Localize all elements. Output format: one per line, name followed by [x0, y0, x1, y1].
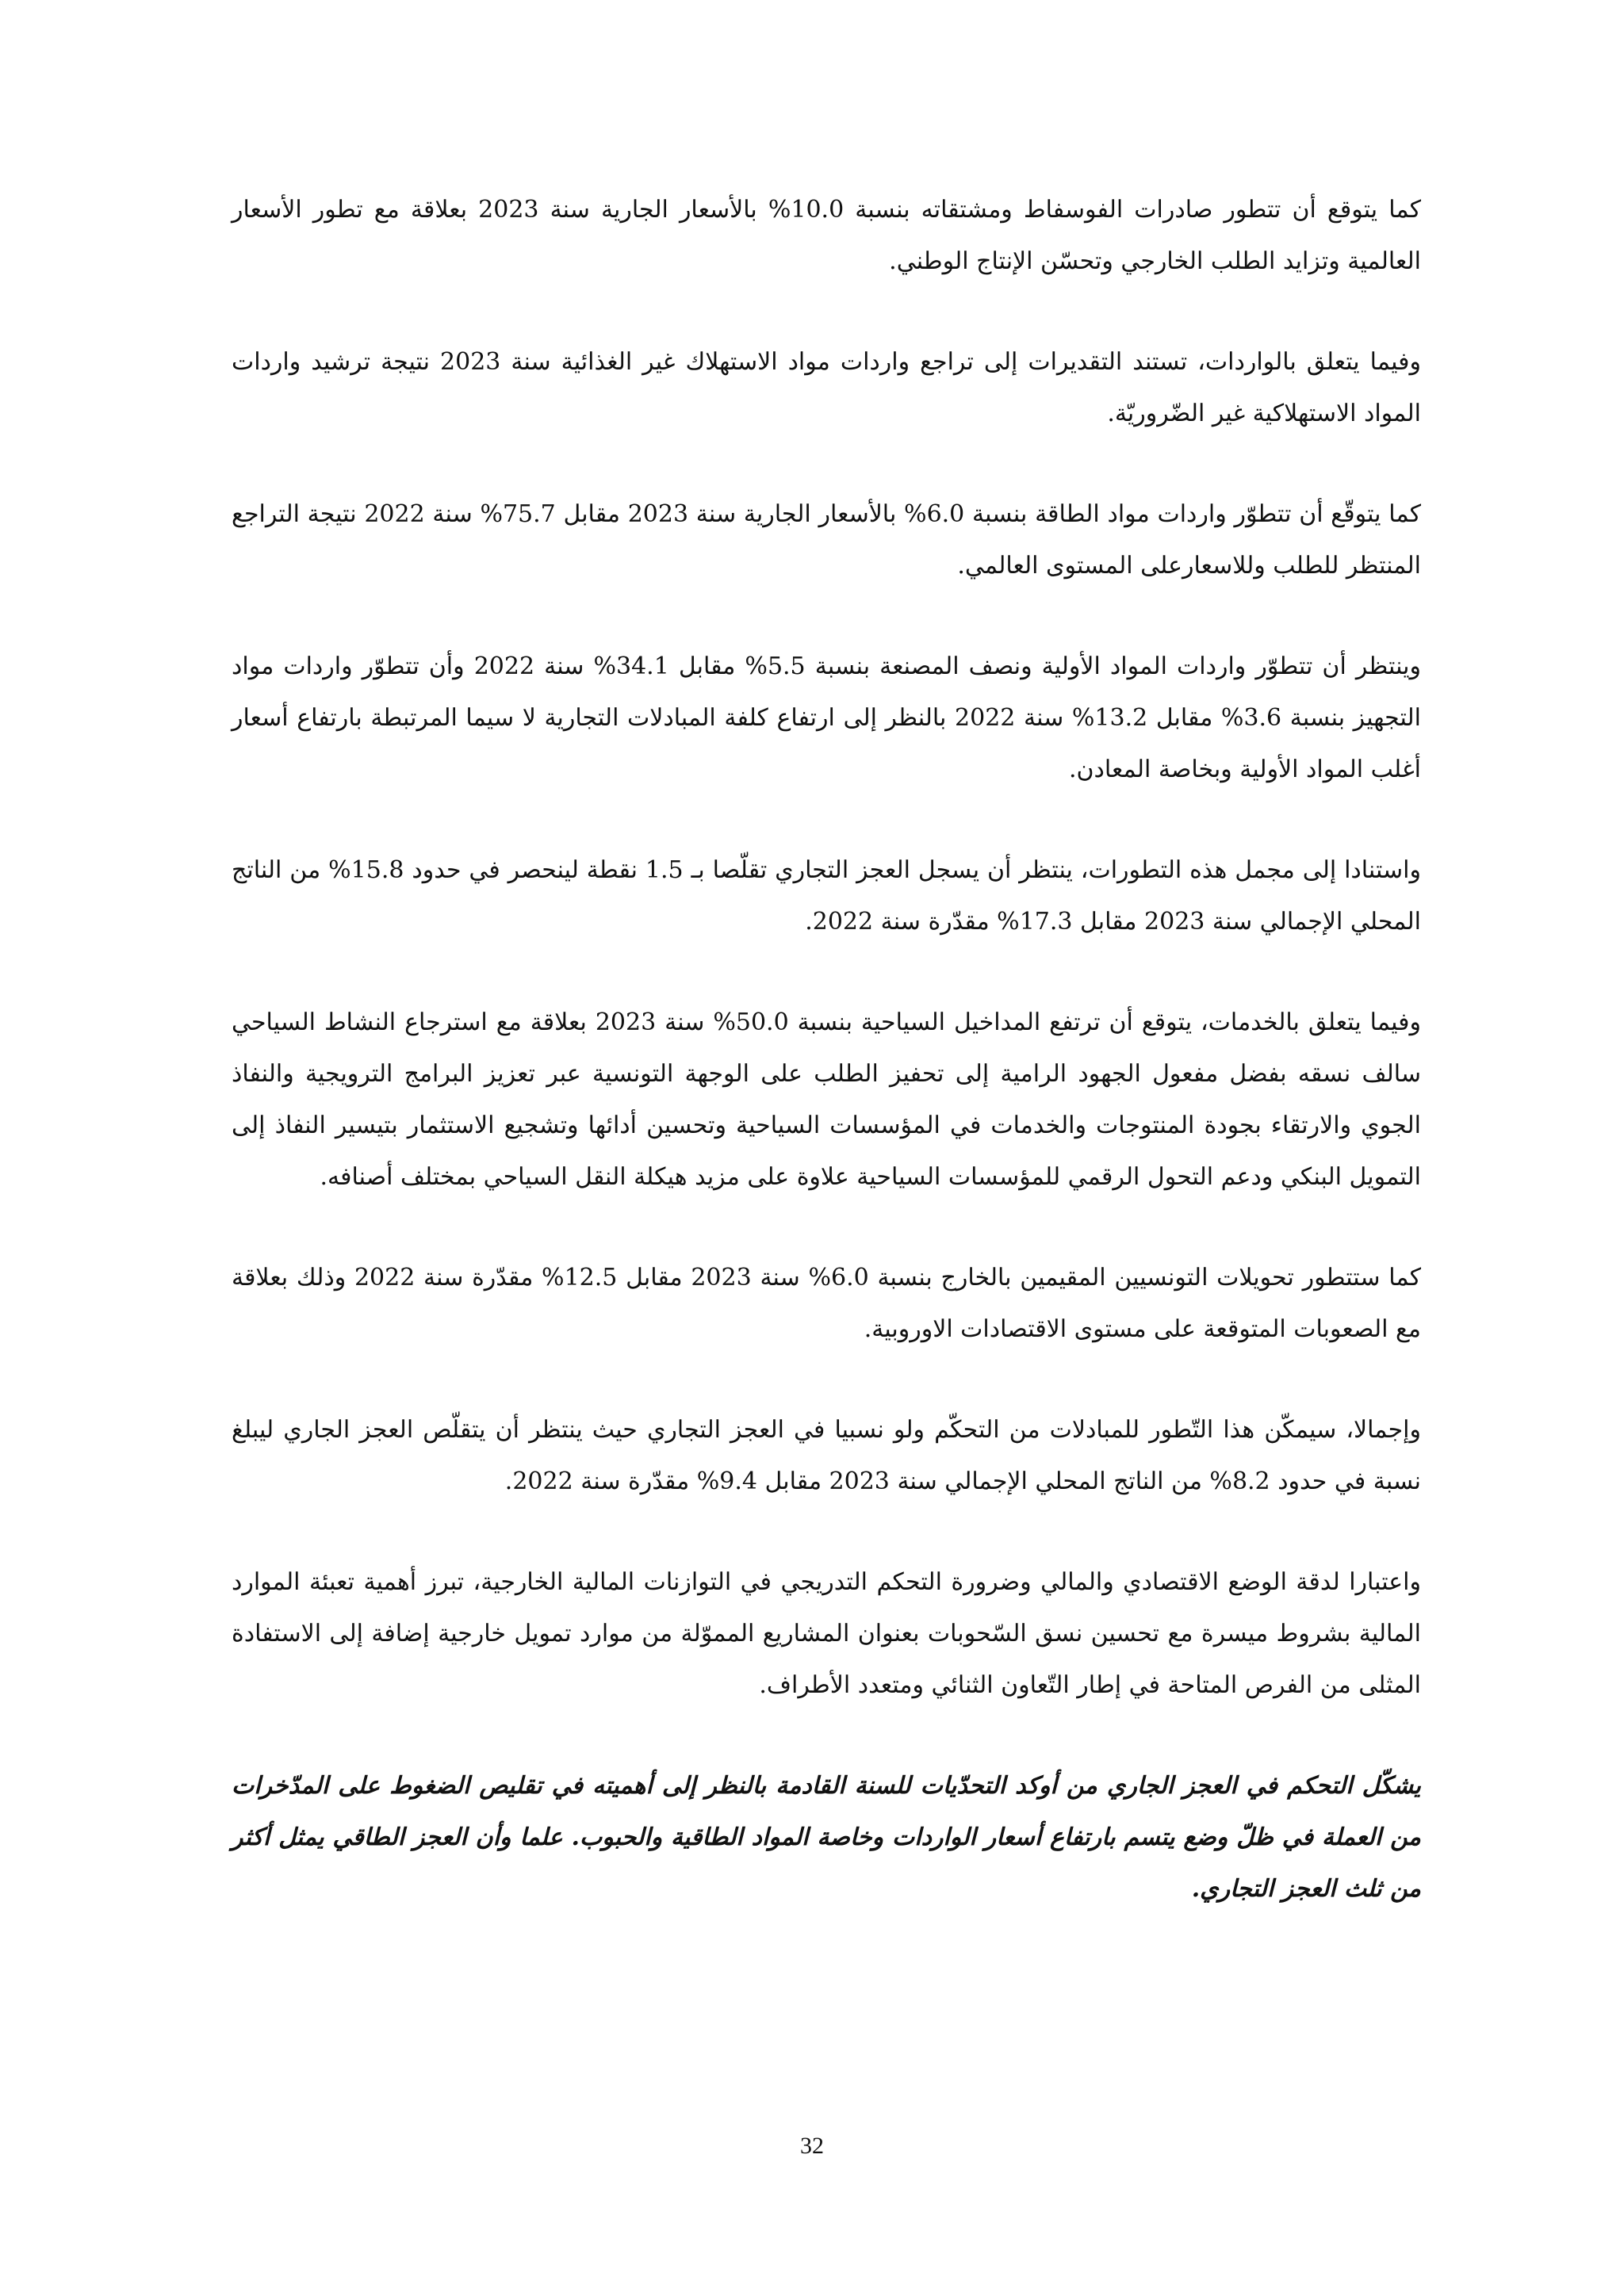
paragraph-financial-resources: واعتبارا لدقة الوضع الاقتصادي والمالي وضرورة التحكم التدريجي في التوازنات المالية الخارجية، تبرز أهمية تعبئة الموارد المالية بشروط ميسرة مع تحسين نسق السّحوبات بعنوان المشاريع المموّلة من موارد تمويل خارجية إضافة إلى الاستفادة المثلى من الفرص المتاحة في إطار التّعاون الثنائي ومتعدد الأطراف.	[232, 1568, 1421, 1699]
paragraph-remittances: كما ستتطور تحويلات التونسيين المقيمين بالخارج بنسبة 6.0% سنة 2023 مقابل 12.5% مقدّرة سنة 2022 وذلك بعلاقة مع الصعوبات المتوقعة على مستوى الاقتصادات الاوروبية.	[232, 1264, 1421, 1343]
paragraph-trade-deficit: واستنادا إلى مجمل هذه التطورات، ينتظر أن يسجل العجز التجاري تقلّصا بـ 1.5 نقطة لينحصر في حدود 15.8% من الناتج المحلي الإجمالي سنة 2023 مقابل 17.3% مقدّرة سنة 2022.	[232, 856, 1422, 936]
paragraph-emphasis-conclusion: يشكّل التحكم في العجز الجاري من أوكد التحدّيات للسنة القادمة بالنظر إلى أهميته في تقليص الضغوط على المدّخرات من العملة في ظلّ وضع يتسم بارتفاع أسعار الواردات وخاصة المواد الطاقية والحبوب. علما وأن العجز الطاقي يمثل أكثر من ثلث العجز التجاري.	[232, 1772, 1421, 1903]
paragraph-tourism-services: وفيما يتعلق بالخدمات، يتوقع أن ترتفع المداخيل السياحية بنسبة 50.0% سنة 2023 بعلاقة مع استرجاع النشاط السياحي سالف نسقه بفضل مفعول الجهود الرامية إلى تحفيز الطلب على الوجهة التونسية عبر تعزيز البرامج الترويجية والنفاذ الجوي والارتقاء بجودة المنتوجات والخدمات في المؤسسات السياحية وتحسين أدائها وتشجيع الاستثمار بتيسير النفاذ إلى التمويل البنكي ودعم التحول الرقمي للمؤسسات السياحية علاوة على مزيد هيكلة النقل السياحي بمختلف أصنافه.	[232, 1008, 1421, 1191]
paragraph-phosphate-exports: كما يتوقع أن تتطور صادرات الفوسفاط ومشتقاته بنسبة 10.0% بالأسعار الجارية سنة 2023 بعلاقة مع تطور الأسعار العالمية وتزايد الطلب الخارجي وتحسّن الإنتاج الوطني.	[232, 196, 1421, 275]
paragraph-energy-imports: كما يتوقّع أن تتطوّر واردات مواد الطاقة بنسبة 6.0% بالأسعار الجارية سنة 2023 مقابل 75.7% سنة 2022 نتيجة التراجع المنتظر للطلب وللاسعارعلى المستوى العالمي.	[232, 500, 1422, 580]
paragraph-current-deficit: وإجمالا، سيمكّن هذا التّطور للمبادلات من التحكّم ولو نسبيا في العجز التجاري حيث ينتظر أن يتقلّص العجز الجاري ليبلغ نسبة في حدود 8.2% من الناتج المحلي الإجمالي سنة 2023 مقابل 9.4% مقدّرة سنة 2022.	[232, 1416, 1421, 1495]
paragraph-raw-materials-imports: وينتظر أن تتطوّر واردات المواد الأولية ونصف المصنعة بنسبة 5.5% مقابل 34.1% سنة 2022 وأن تتطوّر واردات مواد التجهيز بنسبة 3.6% مقابل 13.2% سنة 2022 بالنظر إلى ارتفاع كلفة المبادلات التجارية لا سيما المرتبطة بارتفاع أسعار أغلب المواد الأولية وبخاصة المعادن.	[232, 652, 1421, 783]
paragraph-consumer-imports: وفيما يتعلق بالواردات، تستند التقديرات إلى تراجع واردات مواد الاستهلاك غير الغذائية سنة 2023 نتيجة ترشيد واردات المواد الاستهلاكية غير الضّروريّة.	[232, 348, 1421, 427]
document-body	[232, 184, 1421, 1964]
page-number: 32	[800, 2133, 824, 2159]
